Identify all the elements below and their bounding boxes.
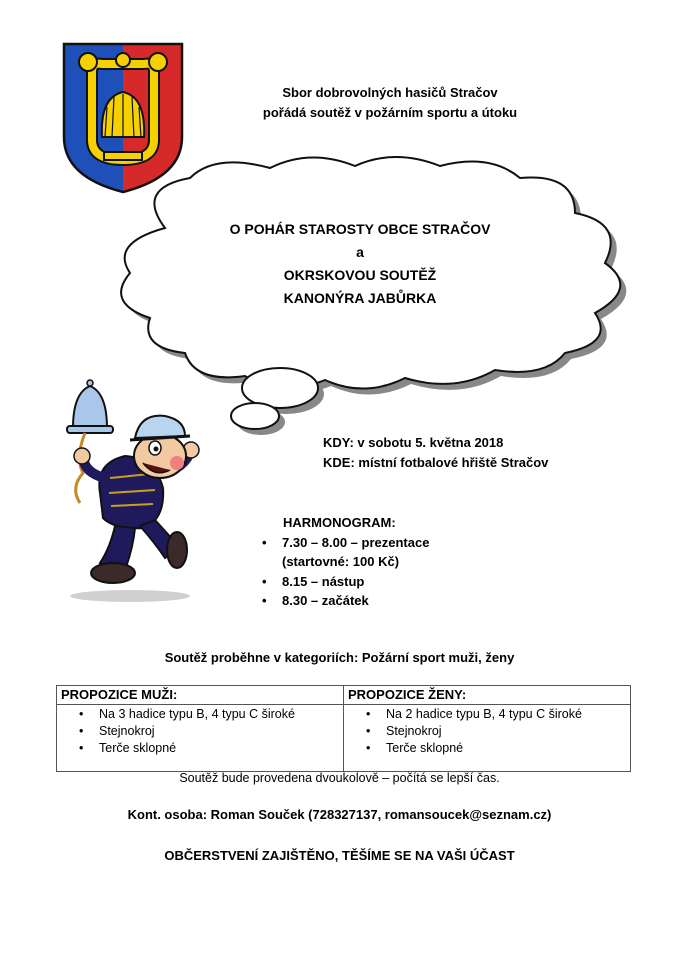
rule-item: • Stejnokroj [79,723,339,740]
men-rules-title: PROPOZICE MUŽI: [57,686,344,705]
trophy-title: O POHÁR STAROSTY OBCE STRAČOV [229,221,491,237]
schedule-registration: • 7.30 – 8.00 – prezentace [282,534,430,550]
schedule-item: • 8.15 – nástup [278,572,429,592]
rule-item: • Stejnokroj [366,723,626,740]
rule-item: • Terče sklopné [366,740,626,757]
women-rules-title: PROPOZICE ŽENY: [344,686,631,705]
competition-title [170,218,550,310]
men-rules [57,705,344,772]
schedule-item: • 8.30 – začátek [278,591,429,611]
schedule-title: HARMONOGRAM: [283,515,396,530]
rule-item: • Na 2 hadice typu B, 4 typu C široké [366,706,626,723]
district-title: OKRSKOVOU SOUTĚŽ [283,267,437,283]
event-date: KDY: v sobotu 5. května 2018 [323,435,504,450]
event-details [323,433,548,473]
organizer-line: Sbor dobrovolných hasičů Stračov [282,85,498,100]
schedule-item [278,533,429,572]
fireman-cartoon [55,378,205,603]
two-rounds-note: Soutěž bude provedena dvoukolově – počítá se lepší čas. [179,771,500,785]
schedule-list [262,533,429,611]
district-subtitle: KANONÝRA JABŮRKA [283,290,437,306]
entry-fee: (startovné: 100 Kč) [282,554,400,569]
organizer-heading [210,83,570,123]
contact-person: Kont. osoba: Roman Souček (728327137, romansoucek@seznam.cz) [127,807,552,822]
event-line: pořádá soutěž v požárním sportu a útoku [262,105,518,120]
women-rules [344,705,631,772]
schedule [262,513,429,611]
event-location: KDE: místní fotbalové hřiště Stračov [323,455,549,470]
conjunction: a [356,244,364,260]
categories-text: Soutěž proběhne v kategoriích: Požární sport muži, ženy [164,650,515,665]
rule-item: • Na 3 hadice typu B, 4 typu C široké [79,706,339,723]
closing-note: OBČERSTVENÍ ZAJIŠTĚNO, TĚŠÍME SE NA VAŠI ÚČAST [164,848,515,863]
rule-item: • Terče sklopné [79,740,339,757]
rules-table [56,685,631,772]
